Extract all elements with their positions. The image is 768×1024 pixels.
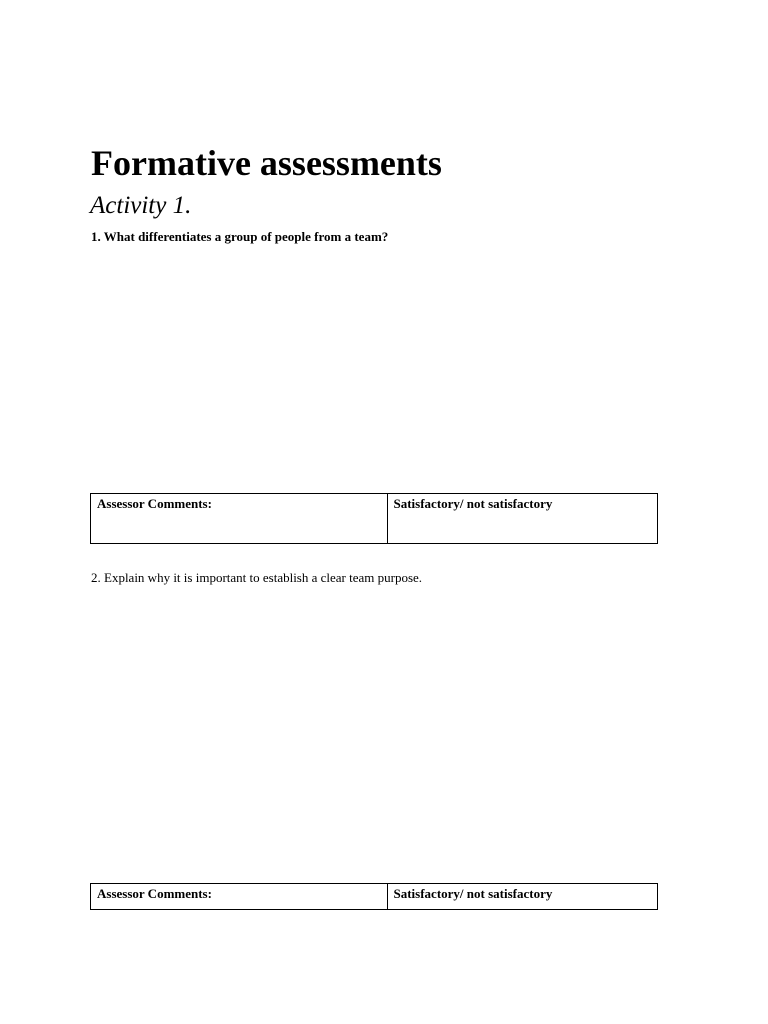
assessor-table-2	[90, 883, 658, 910]
question-1: 1. What differentiates a group of people from a team?	[91, 229, 389, 244]
page-title: Formative assessments	[91, 143, 442, 183]
assessor-comments-cell: Assessor Comments:	[91, 494, 388, 544]
activity-heading: Activity 1.	[90, 192, 192, 219]
satisfactory-cell: Satisfactory/ not satisfactory	[387, 494, 658, 544]
assessor-table-row	[91, 884, 658, 910]
question-2: 2. Explain why it is important to establish a clear team purpose.	[91, 570, 423, 585]
assessor-comments-cell: Assessor Comments:	[91, 884, 388, 910]
assessor-table-1	[90, 493, 658, 544]
assessor-table-row	[91, 494, 658, 544]
satisfactory-cell: Satisfactory/ not satisfactory	[387, 884, 658, 910]
